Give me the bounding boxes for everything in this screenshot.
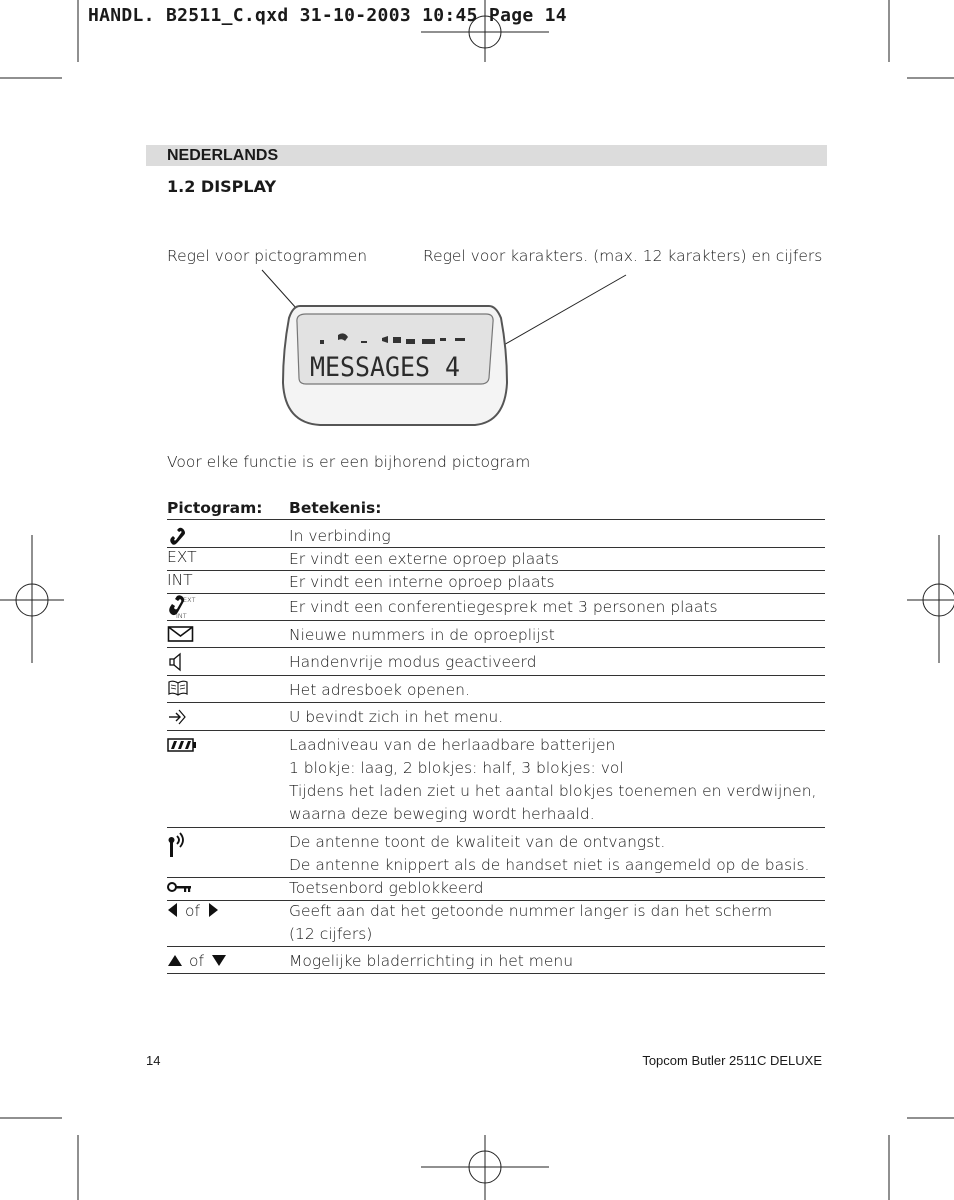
meaning-line: Er vindt een externe oproep plaats	[289, 550, 559, 568]
display-illustration	[0, 0, 954, 440]
table-row-pictogram: INT	[167, 571, 193, 589]
table-row-pictogram: EXT	[167, 548, 197, 566]
svg-text:EXT: EXT	[183, 596, 196, 604]
lcd-text: MESSAGES 4	[310, 352, 460, 383]
meaning-line: Er vindt een interne oproep plaats	[289, 573, 555, 591]
meaning-line: De antenne knippert als de handset niet is aangemeld op de basis.	[289, 856, 810, 874]
table-row-pictogram	[167, 652, 185, 676]
table-row-meaning	[289, 596, 718, 619]
table-row-pictogram	[167, 625, 195, 647]
left-arrow-icon	[167, 902, 179, 920]
table-row-rule	[167, 730, 825, 731]
language-label: NEDERLANDS	[167, 147, 279, 164]
table-row-rule	[167, 647, 825, 648]
meaning-line: Er vindt een conferentiegesprek met 3 personen plaats	[289, 598, 718, 616]
section-title: 1.2 DISPLAY	[167, 177, 277, 196]
table-row-meaning	[289, 651, 536, 674]
table-row-meaning	[289, 877, 483, 900]
or-text: of	[185, 902, 200, 920]
table-row-pictogram	[167, 832, 189, 862]
table-row-rule	[167, 973, 825, 974]
table-row-rule	[167, 620, 825, 621]
meaning-line: 1 blokje: laag, 2 blokjes: half, 3 blokjes: vol	[289, 759, 624, 777]
table-row-rule	[167, 877, 825, 878]
svg-text:INT: INT	[176, 612, 187, 619]
up-arrow-icon	[167, 952, 183, 970]
battery-icon	[167, 738, 197, 756]
table-row-rule	[167, 702, 825, 703]
meaning-line: Laadniveau van de herlaadbare batterijen	[289, 736, 616, 754]
table-row-pictogram	[167, 593, 197, 623]
meaning-line: Mogelijke bladerrichting in het menu	[289, 952, 574, 970]
table-row-rule	[167, 946, 825, 947]
table-row-meaning	[289, 950, 573, 973]
table-row-pictogram	[167, 680, 189, 700]
table-row-pictogram	[167, 902, 219, 920]
page-number: 14	[146, 1053, 161, 1068]
speaker-icon	[167, 658, 185, 676]
table-row-rule	[167, 675, 825, 676]
meaning-line: waarna deze beweging wordt herhaald.	[289, 805, 595, 823]
or-text: of	[189, 952, 204, 970]
table-row-meaning	[289, 571, 555, 594]
meaning-line: In verbinding	[289, 527, 391, 545]
down-arrow-icon	[211, 952, 227, 970]
table-header-meaning: Betekenis:	[289, 499, 382, 517]
table-row-pictogram	[167, 952, 227, 970]
table-row-meaning	[289, 548, 559, 571]
table-row-meaning	[289, 624, 555, 647]
table-row-pictogram	[167, 879, 193, 897]
key-icon	[167, 879, 193, 897]
figure-label-character-line: Regel voor karakters. (max. 12 karakters) en cijfers	[423, 247, 823, 265]
table-header-rule	[167, 519, 825, 520]
table-row-meaning	[289, 734, 816, 826]
open-book-icon	[167, 682, 189, 700]
right-arrow-icon	[207, 902, 219, 920]
antenna-icon	[167, 844, 189, 862]
table-row-rule	[167, 593, 825, 594]
figure-label-pictogram-line: Regel voor pictogrammen	[167, 247, 368, 265]
table-row-pictogram	[167, 738, 197, 756]
table-row-meaning	[289, 831, 809, 877]
table-header-pictogram: Pictogram:	[167, 499, 263, 517]
meaning-line: Tijdens het laden ziet u het aantal blokjes toenemen en verdwijnen,	[289, 782, 817, 800]
table-row-meaning	[289, 900, 772, 946]
meaning-line: Toetsenbord geblokkeerd	[289, 879, 484, 897]
intro-text: Voor elke functie is er een bijhorend pictogram	[167, 453, 531, 471]
table-row-rule	[167, 827, 825, 828]
table-row-meaning	[289, 679, 470, 702]
table-row-meaning	[289, 706, 503, 729]
menu-arrow-icon	[167, 712, 189, 730]
table-row-meaning	[289, 525, 391, 548]
meaning-line: Nieuwe nummers in de oproeplijst	[289, 626, 555, 644]
meaning-line: (12 cijfers)	[289, 925, 373, 943]
footer-model-name: Topcom Butler 2511C DELUXE	[642, 1053, 822, 1068]
meaning-line: Geeft aan dat het getoonde nummer langer is dan het scherm	[289, 902, 773, 920]
meaning-line: Het adresboek openen.	[289, 681, 470, 699]
meaning-line: Handenvrije modus geactiveerd	[289, 653, 537, 671]
meaning-line: De antenne toont de kwaliteit van de ontvangst.	[289, 833, 666, 851]
meaning-line: U bevindt zich in het menu.	[289, 708, 504, 726]
table-row-pictogram	[167, 708, 189, 730]
envelope-icon	[167, 629, 195, 647]
print-slug: HANDL. B2511_C.qxd 31-10-2003 10:45 Page 14	[88, 5, 567, 26]
